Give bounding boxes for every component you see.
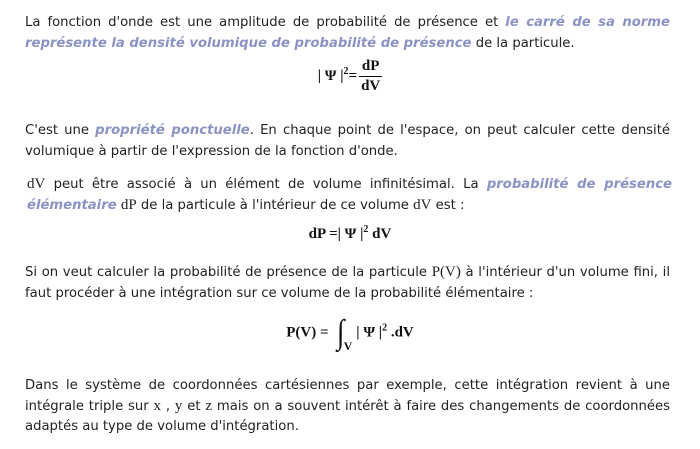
math-dv: dV: [413, 197, 432, 213]
paragraph-punctual-property: [25, 120, 670, 162]
fraction-denominator: dV: [361, 78, 381, 94]
formula-lhs: dP =| Ψ |: [308, 226, 364, 242]
formula-density: [0, 58, 700, 95]
formula-lhs: P(V) =: [286, 324, 333, 341]
text: C'est une: [25, 123, 96, 138]
formula-elementary-probability: [0, 224, 700, 243]
highlight-text: le carré de sa norme représente la densité volumique de probabilité de présence: [25, 15, 670, 51]
highlight-text: propriété ponctuelle: [95, 123, 250, 138]
formula-integral: [0, 316, 700, 354]
math-dp: dP: [120, 197, 137, 213]
text: de la particule.: [471, 36, 575, 51]
text: Si on veut calculer la probabilité de présence de la particule: [25, 265, 432, 280]
text: Dans le système de coordonnées cartésiennes par exemple, cette intégration revient à une intégrale triple sur: [25, 378, 670, 414]
formula-exponent: 2: [382, 322, 388, 334]
integral-subscript: V: [343, 339, 353, 354]
fraction-numerator: dP: [359, 58, 382, 77]
text: La fonction d'onde est une amplitude de probabilité de présence et: [25, 15, 506, 30]
math-x: x: [153, 398, 162, 414]
formula-rhs: .dV: [387, 324, 414, 341]
paragraph-finite-volume: [25, 262, 670, 304]
text: de la particule à l'intérieur de ce volume: [136, 198, 414, 213]
text: et: [182, 399, 206, 414]
math-dv: dV: [27, 176, 46, 192]
math-z: z: [205, 398, 213, 414]
formula-lhs: | Ψ |: [317, 67, 344, 84]
paragraph-volume-element: [27, 174, 672, 216]
formula-exponent: 2: [343, 65, 349, 77]
highlight-text: probabilité de présence élémentaire: [27, 177, 672, 213]
formula-rhs: dV: [368, 226, 392, 242]
math-pv: P(V): [431, 264, 461, 280]
text: ,: [161, 399, 175, 414]
formula-body: | Ψ |: [356, 324, 383, 341]
formula-exponent: 2: [363, 224, 369, 235]
fraction: [359, 58, 382, 95]
text: mais on a souvent intérêt à faire des changements de coordonnées adaptés au type de volume d'intégration.: [25, 399, 670, 434]
text: à l'intérieur d'un volume fini, il faut procéder à une intégration sur ce volume de la probabilité élémentaire :: [25, 265, 670, 301]
paragraph-cartesian: [25, 376, 670, 437]
integral-sign: ∫: [337, 314, 345, 351]
text: peut être associé à un élément de volume infinitésimal. La: [45, 177, 487, 192]
formula-equals: =: [348, 67, 358, 84]
paragraph-wave-function: [25, 12, 670, 54]
text: . En chaque point de l'espace, on peut calculer cette densité volumique à partir de l'expression de la fonction d'onde.: [25, 123, 670, 159]
text: est :: [431, 198, 465, 213]
math-y: y: [174, 398, 183, 414]
